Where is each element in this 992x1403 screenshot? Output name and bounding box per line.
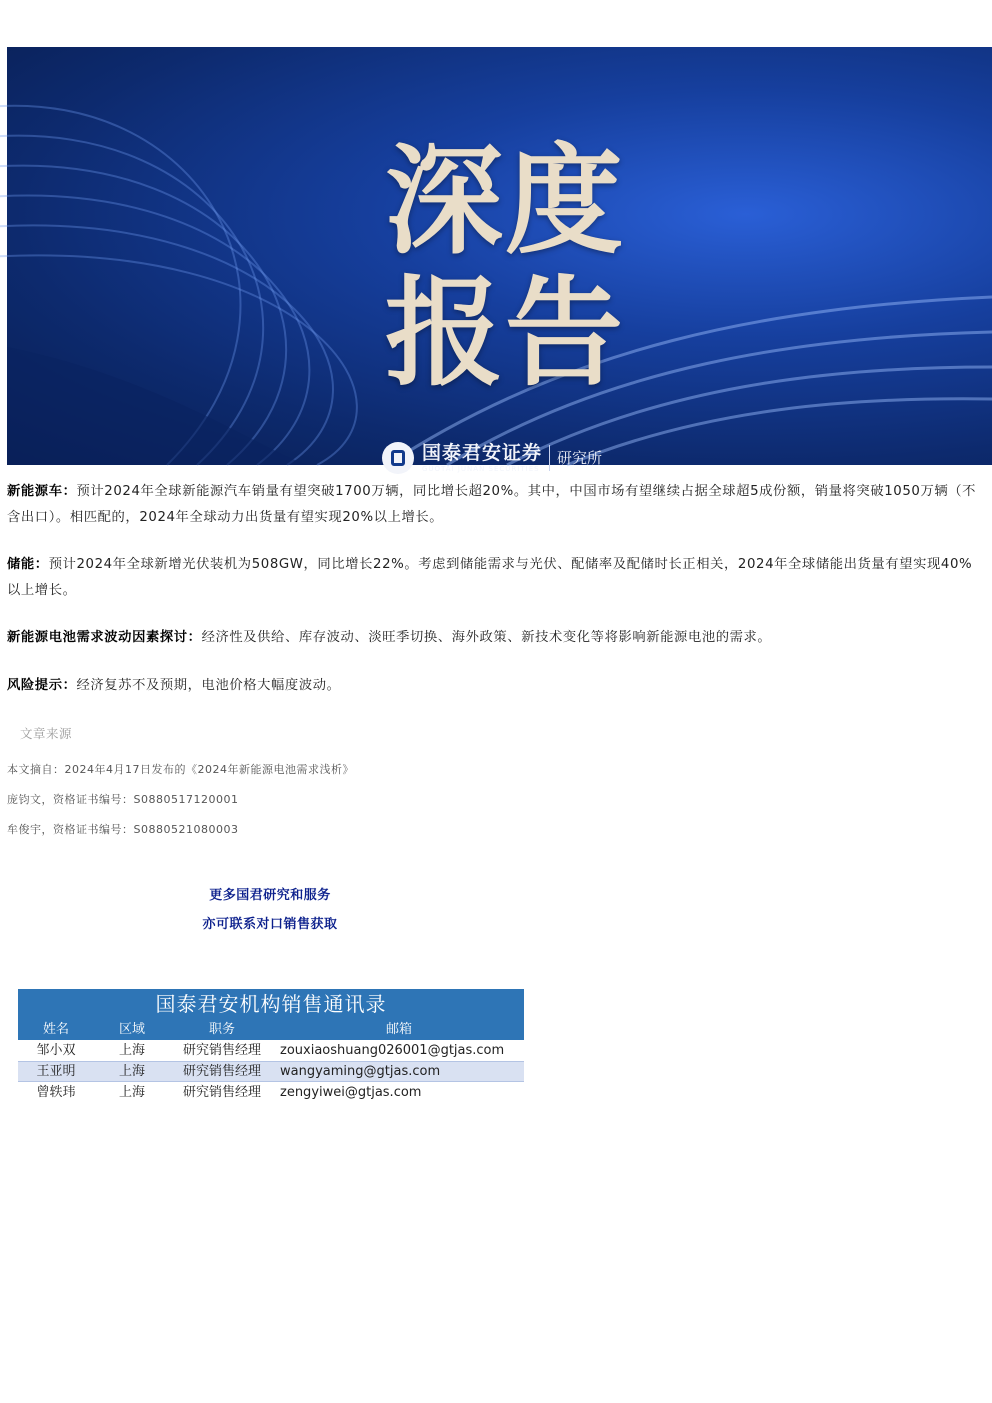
paragraph-text: 预计2024年全球新增光伏装机为508GW，同比增长22%。考虑到储能需求与光伏、配储率及配储时长正相关，2024年全球储能出货量有望实现40%以上增长。: [7, 557, 973, 598]
paragraph-text: 经济复苏不及预期，电池价格大幅度波动。: [76, 678, 341, 693]
paragraph-demand-factors: [7, 625, 982, 651]
sales-contact-table: [18, 989, 524, 1103]
cell-title: 研究销售经理: [182, 1085, 261, 1100]
cell-name: 邹小双: [36, 1043, 76, 1058]
cell-region: 上海: [118, 1043, 145, 1058]
cell-title: 研究销售经理: [182, 1064, 261, 1079]
column-header-region: 区域: [118, 1022, 145, 1037]
table-row: [18, 1082, 524, 1103]
contact-table-header: [18, 1020, 524, 1040]
paragraph-label: 储能：: [7, 557, 49, 572]
logo-institute: 研究所: [557, 449, 603, 467]
paragraph-risk: [7, 673, 982, 699]
banner-title-line2: 报告: [385, 263, 626, 402]
logo-company-english: GUOTAI JUNAN SECURITIES: [422, 465, 540, 473]
source-tab: 文章来源: [20, 726, 73, 741]
column-header-name: 姓名: [42, 1022, 69, 1037]
cell-email: wangyaming@gtjas.com: [280, 1064, 441, 1079]
logo-text: [422, 442, 542, 474]
cell-name: 曾轶玮: [36, 1085, 76, 1100]
source-excerpt: 本文摘自：2024年4月17日发布的《2024年新能源电池需求浅析》: [7, 763, 354, 776]
banner-title: [385, 131, 645, 402]
column-header-email: 邮箱: [385, 1022, 412, 1037]
logo-divider: [549, 445, 550, 471]
paragraph-label: 新能源车：: [7, 484, 77, 499]
banner-title-line1: 深度: [385, 131, 626, 270]
paragraph-storage: [7, 552, 982, 604]
cover-banner: [7, 47, 992, 473]
analyst-credential-1: 庞钧文，资格证书编号：S0880517120001: [7, 793, 239, 806]
company-logo-icon: [382, 442, 414, 474]
table-row: [18, 1061, 524, 1082]
analyst-credential-2: 牟俊宇，资格证书编号：S0880521080003: [7, 823, 239, 836]
column-header-title: 职务: [208, 1022, 235, 1037]
company-logo: [382, 441, 602, 475]
table-row: [18, 1040, 524, 1061]
cell-region: 上海: [118, 1085, 145, 1100]
logo-company-name: 国泰君安证券: [422, 442, 543, 464]
paragraph-text: 预计2024年全球新能源汽车销量有望突破1700万辆，同比增长超20%。其中，中国市场有望继续占据全球超5成份额，销量将突破1050万辆（不含出口）。相匹配的，2024年全球动力出货量有望实现20%以上增长。: [7, 484, 977, 525]
cell-email: zengyiwei@gtjas.com: [280, 1085, 422, 1100]
cell-title: 研究销售经理: [182, 1043, 261, 1058]
paragraph-label: 新能源电池需求波动因素探讨：: [7, 630, 202, 645]
promo-line-2: 亦可联系对口销售获取: [202, 917, 338, 932]
contact-table-title: 国泰君安机构销售通讯录: [18, 989, 524, 1020]
cell-name: 王亚明: [36, 1064, 76, 1079]
paragraph-text: 经济性及供给、库存波动、淡旺季切换、海外政策、新技术变化等将影响新能源电池的需求。: [201, 630, 772, 645]
cell-email: zouxiaoshuang026001@gtjas.com: [280, 1043, 505, 1058]
cell-region: 上海: [118, 1064, 145, 1079]
promo-line-1: 更多国君研究和服务: [209, 888, 331, 903]
paragraph-label: 风险提示：: [7, 678, 77, 693]
paragraph-nev: [7, 479, 982, 531]
